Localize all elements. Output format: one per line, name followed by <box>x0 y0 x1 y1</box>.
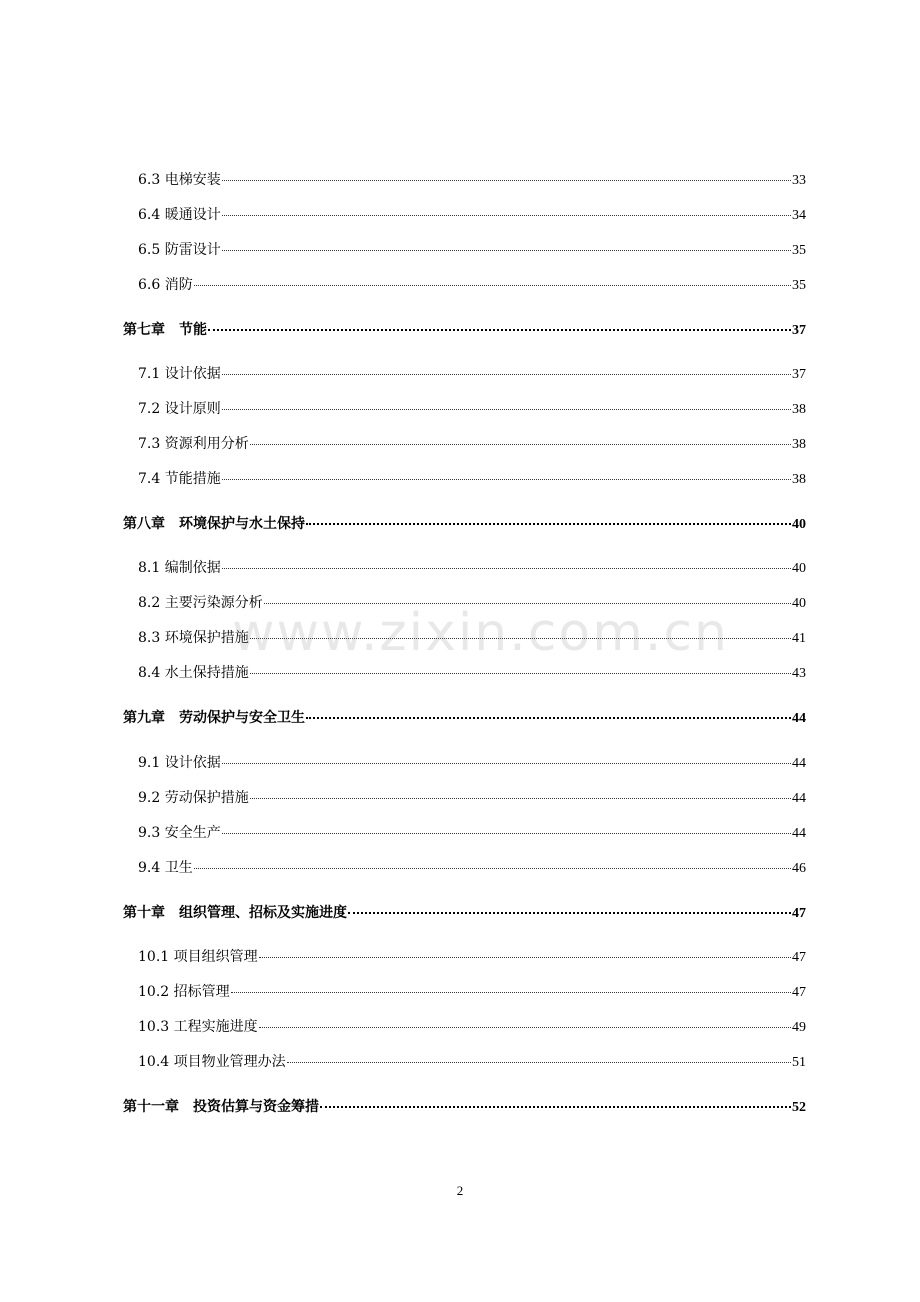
toc-chapter-page: 44 <box>792 711 806 726</box>
toc-entry-page: 43 <box>792 666 806 681</box>
toc-entry-label: 8.1 编制依据 <box>138 560 221 576</box>
toc-chapter-entry[interactable] <box>123 320 806 340</box>
dot-leader <box>222 215 791 216</box>
page-number: 2 <box>456 1183 464 1198</box>
toc-entry-page: 38 <box>792 402 806 417</box>
toc-entry-page: 41 <box>792 631 806 646</box>
toc-entry-page: 34 <box>792 208 806 223</box>
dot-leader <box>222 180 791 181</box>
toc-entry-label: 10.1 项目组织管理 <box>138 949 258 965</box>
toc-entry-page: 33 <box>792 173 806 188</box>
toc-entry-page: 38 <box>792 437 806 452</box>
toc-chapter-label: 第九章 劳动保护与安全卫生 <box>123 710 305 726</box>
toc-entry-label: 8.4 水土保持措施 <box>138 665 249 681</box>
dot-leader <box>250 798 791 799</box>
toc-entry[interactable] <box>138 469 806 489</box>
toc-entry-label: 9.1 设计依据 <box>138 755 221 771</box>
dot-leader <box>222 374 791 375</box>
toc-entry[interactable] <box>138 982 806 1002</box>
toc-entry-page: 35 <box>792 278 806 293</box>
toc-entry-page: 40 <box>792 596 806 611</box>
toc-entry[interactable] <box>138 240 806 260</box>
dot-leader <box>222 833 791 834</box>
dot-leader <box>222 479 791 480</box>
toc-entry[interactable] <box>138 1052 806 1072</box>
toc-entry-page: 44 <box>792 756 806 771</box>
dot-leader <box>194 868 791 869</box>
toc-entry-label: 6.4 暖通设计 <box>138 207 221 223</box>
toc-entry-label: 6.5 防雷设计 <box>138 242 221 258</box>
toc-entry[interactable] <box>138 558 806 578</box>
toc-entry-label: 7.1 设计依据 <box>138 366 221 382</box>
toc-chapter-entry[interactable] <box>123 903 806 923</box>
toc-chapter-entry[interactable] <box>123 514 806 534</box>
toc-entry-page: 44 <box>792 791 806 806</box>
toc-entry-page: 40 <box>792 561 806 576</box>
toc-chapter-label: 第十一章 投资估算与资金筹措 <box>123 1099 319 1115</box>
dot-leader <box>250 444 791 445</box>
dot-leader <box>222 763 791 764</box>
toc-entry[interactable] <box>138 788 806 808</box>
toc-entry-label: 10.3 工程实施进度 <box>138 1019 258 1035</box>
toc-chapter-page: 52 <box>792 1100 806 1115</box>
dot-leader <box>222 568 791 569</box>
toc-entry-page: 49 <box>792 1020 806 1035</box>
toc-entry[interactable] <box>138 1017 806 1037</box>
toc-entry[interactable] <box>138 170 806 190</box>
toc-chapter-page: 47 <box>792 906 806 921</box>
toc-entry[interactable] <box>138 858 806 878</box>
toc-entry-page: 46 <box>792 861 806 876</box>
toc-entry-page: 38 <box>792 472 806 487</box>
dot-leader <box>306 523 791 525</box>
toc-entry-label: 7.3 资源利用分析 <box>138 436 249 452</box>
dot-leader <box>287 1062 791 1063</box>
dot-leader <box>194 285 791 286</box>
dot-leader <box>222 409 791 410</box>
dot-leader <box>259 1027 791 1028</box>
toc-chapter-entry[interactable] <box>123 1097 806 1117</box>
dot-leader <box>320 1106 791 1108</box>
toc-entry-label: 10.4 项目物业管理办法 <box>138 1054 286 1070</box>
toc-entry-label: 9.2 劳动保护措施 <box>138 790 249 806</box>
toc-entry-page: 37 <box>792 367 806 382</box>
toc-entry[interactable] <box>138 275 806 295</box>
watermark: www.zixin.com.cn <box>232 603 729 663</box>
dot-leader <box>306 717 791 719</box>
toc-entry-label: 7.2 设计原则 <box>138 401 221 417</box>
dot-leader <box>231 992 791 993</box>
toc-entry-page: 35 <box>792 243 806 258</box>
toc-entry-label: 8.2 主要污染源分析 <box>138 595 263 611</box>
dot-leader <box>250 673 791 674</box>
toc-chapter-page: 37 <box>792 323 806 338</box>
toc-entry[interactable] <box>138 823 806 843</box>
toc-entry[interactable] <box>138 753 806 773</box>
toc-entry-page: 44 <box>792 826 806 841</box>
toc-entry-label: 6.6 消防 <box>138 277 193 293</box>
toc-entry-label: 7.4 节能措施 <box>138 471 221 487</box>
dot-leader <box>208 329 791 331</box>
toc-entry-label: 6.3 电梯安装 <box>138 172 221 188</box>
toc-chapter-entry[interactable] <box>123 708 806 728</box>
toc-entry[interactable] <box>138 434 806 454</box>
toc-chapter-label: 第八章 环境保护与水土保持 <box>123 516 305 532</box>
toc-entry[interactable] <box>138 205 806 225</box>
toc-entry[interactable] <box>138 399 806 419</box>
toc-entry-label: 10.2 招标管理 <box>138 984 230 1000</box>
toc-chapter-label: 第十章 组织管理、招标及实施进度 <box>123 905 347 921</box>
toc-entry[interactable] <box>138 947 806 967</box>
toc-chapter-page: 40 <box>792 517 806 532</box>
toc-entry-page: 51 <box>792 1055 806 1070</box>
dot-leader <box>348 912 791 914</box>
toc-entry-page: 47 <box>792 985 806 1000</box>
toc-entry-page: 47 <box>792 950 806 965</box>
toc-entry-label: 9.3 安全生产 <box>138 825 221 841</box>
toc-entry[interactable] <box>138 663 806 683</box>
toc-entry-label: 9.4 卫生 <box>138 860 193 876</box>
toc-entry-label: 8.3 环境保护措施 <box>138 630 249 646</box>
dot-leader <box>259 957 791 958</box>
dot-leader <box>222 250 791 251</box>
toc-entry[interactable] <box>138 364 806 384</box>
toc-chapter-label: 第七章 节能 <box>123 322 207 338</box>
